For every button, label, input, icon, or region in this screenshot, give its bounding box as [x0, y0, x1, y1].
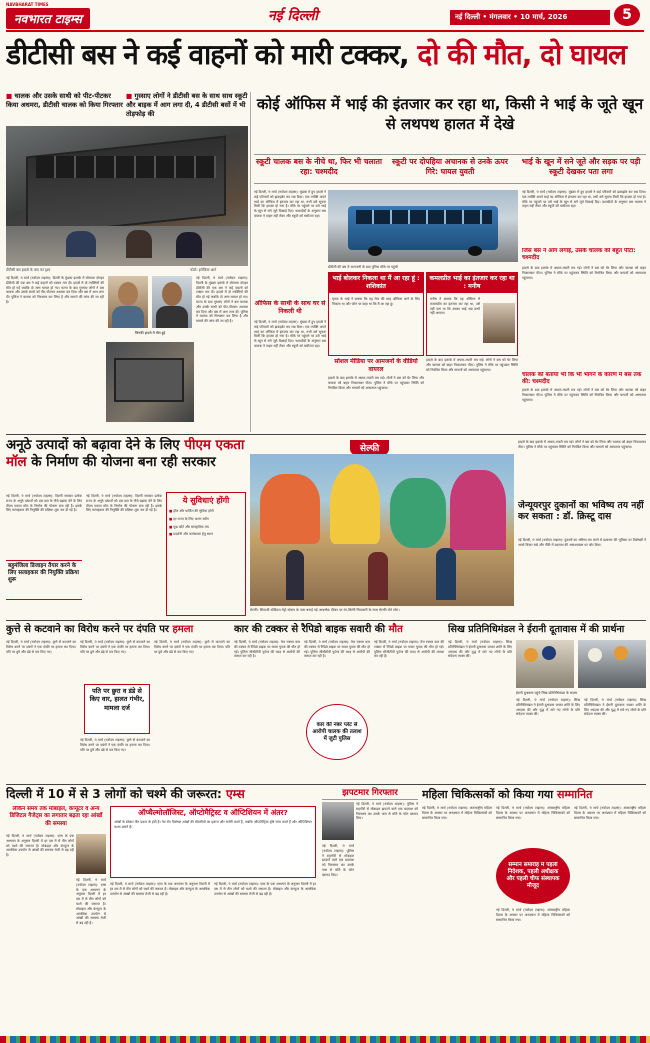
- arrest-photo: [322, 802, 354, 840]
- mall-body-col-1: नई दिल्ली, 9 मार्च (नवोदय टाइम्स): दिल्ली सरकार प्रत्येक राज्य के अनूठे उत्पादों को एक छत के नीचे बढ़ावा देने के लिए पीएम एकता मॉल के निर्माण की योजना बना रही है। इसके लिए सलाहकार की नियुक्ति की प्रक्रिया शुरू कर दी गई है।: [6, 494, 82, 513]
- brother-social-sub: सोशल मीडिया पर आमजनों के वीडियो वायरल: [334, 358, 418, 373]
- brother-body-col-4c: हादसे के बाद इलाके में अफरा-तफरी मच गई। लोगों ने बस को घेर लिया और चालक को बाहर निकालकर पीटा। पुलिस ने मौके पर पहुंचकर स्थिति को नियंत्रित किया और घायलों को अस्पताल पहुंचाया।: [522, 388, 646, 402]
- women-body-2: नई दिल्ली, 9 मार्च (नवोदय टाइम्स): अंतरराष्ट्रीय महिला दिवस के अवसर पर अस्पताल में महिला चिकित्सकों को सम्मानित किया गया।: [496, 806, 570, 820]
- eye-headline-red: एम्स: [226, 787, 245, 801]
- eye-box-body: आंखों के डॉक्टर तीन प्रकार के होते हैं। नेत्र रोग विशेषज्ञ आंखों की बीमारियों का इलाज और सर्जरी करते हैं, जबकि ऑप्टोमैट्रिस्ट दृष्टि जांच करते हैं और ऑप्टिशियन चश्मा बनाते हैं।: [114, 820, 312, 829]
- bus-photo-credit: फोटो: इमेजिस्ट आर्ट: [190, 268, 217, 272]
- women-headline: [422, 787, 646, 803]
- car-headline-red: मौत: [388, 624, 403, 635]
- dog-headline-black: कुत्ते से कटवाने का विरोध करने पर दंपति पर: [6, 624, 170, 635]
- quote-box-2: [426, 272, 518, 356]
- selfie-tag: सेल्फी: [350, 440, 389, 455]
- dog-box-text: पति पर छुरा व डंडे से किए वार, हालत गंभीर, मामला दर्ज: [89, 687, 145, 712]
- manish-portrait: [483, 303, 515, 343]
- quote-2-head: कमलप्रीत भाई का इंतजार कर रहा था : मनीष: [427, 273, 517, 293]
- lead-pointer-1: [6, 92, 124, 110]
- car-headline: [234, 623, 444, 637]
- mall-sub-box: [6, 560, 82, 600]
- page-number: 5: [614, 4, 640, 26]
- masthead-small: NAVBHARAT TIMES: [6, 2, 49, 7]
- dog-headline: [6, 623, 230, 637]
- arson-photo: [106, 342, 194, 422]
- eye-body-4: नई दिल्ली, 9 मार्च (नवोदय टाइम्स): एम्स के एक अध्ययन के अनुसार दिल्ली में हर दस में से तीन लोगों को चश्मे की जरूरत है। मोबाइल और कंप्यूटर के अत्यधिक उपयोग से आंखों की समस्या तेजी से बढ़ रही है।: [214, 882, 316, 896]
- sikh-body-2: नई दिल्ली, 9 मार्च (नवोदय टाइम्स): सिख प्रतिनिधिमंडल ने ईरानी दूतावास जाकर शांति के लिए अरदास की और युद्ध में मारे गए लोगों के प्रति संवेदना व्यक्त की।: [516, 698, 580, 717]
- dog-body-1: नई दिल्ली, 9 मार्च (नवोदय टाइम्स): कुत्ते से कटवाने का विरोध करने पर दबंगों ने एक दंपति पर हमला कर दिया। पति पर छुरे और डंडे से वार किए गए।: [6, 640, 76, 654]
- eye-body-1: नई दिल्ली, 9 मार्च (नवोदय टाइम्स): एम्स के एक अध्ययन के अनुसार दिल्ली में हर दस में से तीन लोगों को चश्मे की जरूरत है। मोबाइल और कंप्यूटर के अत्यधिक उपयोग से आंखों की समस्या तेजी से बढ़ रही है।: [6, 834, 74, 858]
- masthead-rule: [6, 30, 644, 32]
- dog-body-2: नई दिल्ली, 9 मार्च (नवोदय टाइम्स): कुत्ते से कटवाने का विरोध करने पर दबंगों ने एक दंपति पर हमला कर दिया। पति पर छुरे और डंडे से वार किए गए।: [80, 640, 150, 654]
- facility-item: ■ हर राज्य के लिए अलग स्टॉल: [169, 517, 243, 522]
- brother-body-col-1: नई दिल्ली, 9 मार्च (नवोदय टाइम्स): मुंडका में हुए हादसे ने कई परिवारों को झकझोर कर रख दिया। एक व्यक्ति अपने भाई का ऑफिस में इंतजार कर रहा था, तभी उसे सूचना मिली कि हादसा हो गया है। मौके पर पहुंचने पर उसे भाई के खून से सने जूते दिखाई दिए। चश्मदीदों के अनुसार बस चालक ने वाहन नहीं रोका और स्कूटी को घसीटता रहा।: [254, 190, 326, 218]
- car-headline-black: कार की टक्कर से रैपिडो बाइक सवारी की: [234, 624, 386, 635]
- car-body-2: नई दिल्ली, 9 मार्च (नवोदय टाइम्स): तेज रफ्तार कार की टक्कर से रैपिडो बाइक पर सवार युवक की मौत हो गई। पुलिस सीसीटीवी फुटेज की मदद से आरोपी की तलाश कर रही है।: [304, 640, 370, 659]
- eye-subhead: लेकिन समय तक मोबाइल, कंप्यूटर व अन्य डिजिटल गैजेट्स का लगातार बढ़ता रहा आंखों की समस्या: [9, 806, 103, 827]
- car-box-text: कार की नंबर प्लेट से आरोपी चालक की तलाश में जुटी पुलिस: [312, 721, 362, 742]
- sikh-body-1: नई दिल्ली, 9 मार्च (नवोदय टाइम्स): सिख प्रतिनिधिमंडल ने ईरानी दूतावास जाकर शांति के लिए अरदास की और युद्ध में मारे गए लोगों के प्रति संवेदना व्यक्त की।: [448, 640, 512, 659]
- dog-headline-red: हमला: [172, 624, 194, 635]
- bus-photo-caption: डीटीसी बस हादसे के बाद का दृश्य: [6, 268, 51, 272]
- selfie-caption: सेल्फी: शिवाजी स्टेडियम मेट्रो स्टेशन के पास बनाई गई आकर्षक दीवार पर रंग-बिरंगी चित्रकारी के साथ सेल्फी लेते लोग।: [250, 608, 400, 612]
- eye-box: [110, 806, 316, 878]
- mall-sub-text: बहुमंजिला डिजाइन तैयार करने के लिए सलाहकार की नियुक्ति प्रक्रिया शुरू: [8, 563, 79, 584]
- victim-portrait-1: [108, 276, 148, 328]
- brother-body-col-1b: नई दिल्ली, 9 मार्च (नवोदय टाइम्स): मुंडका में हुए हादसे ने कई परिवारों को झकझोर कर रख दिया। एक व्यक्ति अपने भाई का ऑफिस में इंतजार कर रहा था, तभी उसे सूचना मिली कि हादसा हो गया है। मौके पर पहुंचने पर उसे भाई के खून से सने जूते दिखाई दिए। चश्मदीदों के अनुसार बस चालक ने वाहन नहीं रोका और स्कूटी को घसीटता रहा।: [254, 320, 326, 348]
- eye-headline: [6, 787, 318, 803]
- brother-rash-sub: जिस बस ने आग लगाई, उसके चालक को बहुत पीटा: चश्मदीद: [522, 248, 636, 262]
- arrest-body-1: नई दिल्ली, 9 मार्च (नवोदय टाइम्स): पुलिस ने राहगीरों से मोबाइल झपटने वाले एक बदमाश को गिरफ्तार कर उसके पास से चोरी के फोन बरामद किए।: [356, 802, 418, 821]
- dog-body-4: नई दिल्ली, 9 मार्च (नवोदय टाइम्स): कुत्ते से कटवाने का विरोध करने पर दबंगों ने एक दंपति पर हमला कर दिया। पति पर छुरे और डंडे से वार किए गए।: [154, 640, 230, 654]
- mall-headline-tail: के निर्माण की योजना बना रही सरकार: [31, 455, 216, 470]
- women-headline-red: सम्मानित: [557, 788, 593, 801]
- lead-pointer-2: [126, 92, 248, 118]
- mall-headline: [6, 437, 246, 487]
- women-headline-black: महिला चिकित्सकों को किया गया: [422, 788, 554, 801]
- doctor-portrait: [76, 834, 106, 874]
- brother-body-col-4: नई दिल्ली, 9 मार्च (नवोदय टाइम्स): मुंडका में हुए हादसे ने कई परिवारों को झकझोर कर रख दिया। एक व्यक्ति अपने भाई का ऑफिस में इंतजार कर रहा था, तभी उसे सूचना मिली कि हादसा हो गया है। मौके पर पहुंचने पर उसे भाई के खून से सने जूते दिखाई दिए। चश्मदीदों के अनुसार बस चालक ने वाहन नहीं रोका और स्कूटी को घसीटता रहा।: [522, 190, 646, 209]
- victim-portrait-2: [152, 276, 192, 328]
- brother-sub-3: भाई के खून में सने जूते और सड़क पर पड़ी स्कूटी देखकर पता लगा: [521, 157, 641, 176]
- brand-logo: नवभारत टाइम्स: [6, 8, 90, 29]
- portrait-caption: जिनकी हादसे में मौत हुई: [134, 331, 166, 335]
- pointer-text: ■ चालक और उसके साथी को पीट-पीटकर किया अधमरा, डीटीसी चालक को किया गिरफ्तार: [6, 92, 123, 109]
- sikh-body-3: नई दिल्ली, 9 मार्च (नवोदय टाइम्स): सिख प्रतिनिधिमंडल ने ईरानी दूतावास जाकर शांति के लिए अरदास की और युद्ध में मारे गए लोगों के प्रति संवेदना व्यक्त की।: [584, 698, 646, 717]
- car-box: [306, 704, 368, 760]
- arrest-headline: झपटमार गिरफ्तार: [322, 787, 418, 800]
- dtc-bus-photo: [328, 190, 518, 262]
- brother-call-sub: चालक को बताया भी कि भी भागने के कारण में बस तक की: चश्मदीद: [522, 372, 642, 386]
- lead-body-col-1: नई दिल्ली, 9 मार्च (नवोदय टाइम्स): दिल्ली के मुंडका इलाके में सोमवार दोपहर डीटीसी की एक बस ने कई वाहनों को टक्कर मार दी। हादसे में दो व्यक्तियों की मौत हो गई जबकि दो अन्य घायल हो गए। घटना के बाद गुस्साए लोगों ने बस चालक और उसके साथी को पीट-पीटकर अधमरा कर दिया और बस में आग लगा दी। पुलिस ने चालक को गिरफ्तार कर लिया है और मामले की जांच की जा रही है।: [6, 276, 104, 304]
- brother-sub-1: स्कूटी चालक बस के नीचे था, फिर भी चलाता रहा: चश्मदीद: [256, 157, 382, 176]
- eye-body-3: नई दिल्ली, 9 मार्च (नवोदय टाइम्स): एम्स के एक अध्ययन के अनुसार दिल्ली में हर दस में से तीन लोगों को चश्मे की जरूरत है। मोबाइल और कंप्यूटर के अत्यधिक उपयोग से आंखों की समस्या तेजी से बढ़ रही है।: [110, 882, 210, 896]
- lead-headline-black: डीटीसी बस ने कई वाहनों को मारी टक्कर,: [6, 38, 409, 71]
- facilities-box: [166, 492, 246, 616]
- women-box-text: सम्मान समारोह में पहली निदेशक, पहली अधीक्षक और पहली चीफ संस्थापक मौजूद: [506, 862, 560, 889]
- selfie-photo: [250, 454, 514, 606]
- brother-office-sub: ऑफिस के साथी के साथ घर से निकली थी: [254, 300, 326, 315]
- facility-item: ■ हॉल और पार्किंग की सुविधा होगी: [169, 509, 243, 514]
- column-right-headline: जेन्यूयरपुर दुकानों का भविष्य तय नहीं कर सकता : डॉ. क्रिस्टू दास: [518, 500, 644, 523]
- car-body-1: नई दिल्ली, 9 मार्च (नवोदय टाइम्स): तेज रफ्तार कार की टक्कर से रैपिडो बाइक पर सवार युवक की मौत हो गई। पुलिस सीसीटीवी फुटेज की मदद से आरोपी की तलाश कर रही है।: [234, 640, 300, 659]
- dog-body-3: नई दिल्ली, 9 मार्च (नवोदय टाइम्स): कुत्ते से कटवाने का विरोध करने पर दबंगों ने एक दंपति पर हमला कर दिया। पति पर छुरे और डंडे से वार किए गए।: [80, 738, 150, 752]
- eye-body-2: नई दिल्ली, 9 मार्च (नवोदय टाइम्स): एम्स के एक अध्ययन के अनुसार दिल्ली में हर दस में से तीन लोगों को चश्मे की जरूरत है। मोबाइल और कंप्यूटर के अत्यधिक उपयोग से आंखों की समस्या तेजी से बढ़ रही है।: [76, 878, 106, 926]
- mall-right-col: हादसे के बाद इलाके में अफरा-तफरी मच गई। लोगों ने बस को घेर लिया और चालक को बाहर निकालकर पीटा। पुलिस ने मौके पर पहुंचकर स्थिति को नियंत्रित किया और घायलों को अस्पताल पहुंचाया।: [518, 440, 646, 449]
- quote-1-head: भाई बोलकर निकला था मैं आ रहा हूं : शशिकांत: [329, 273, 423, 293]
- bottom-border: [0, 1036, 650, 1043]
- dtc-bus-caption: डीटीसी की बस में आगजनी के बाद पुलिस मौके पर पहुंची: [328, 265, 398, 269]
- facility-item: ■ प्रदर्शनी और कार्यशाला हेतु स्थान: [169, 532, 243, 537]
- brother-body-col-2: हादसे के बाद इलाके में अफरा-तफरी मच गई। लोगों ने बस को घेर लिया और चालक को बाहर निकालकर पीटा। पुलिस ने मौके पर पहुंचकर स्थिति को नियंत्रित किया और घायलों को अस्पताल पहुंचाया।: [328, 376, 424, 390]
- eye-box-head: ऑप्थैल्मोलॉजिस्ट, ऑप्टोमैट्रिस्ट व ऑप्टिशियन में अंतर?: [138, 808, 288, 817]
- lead-headline-red: दो की मौत, दो घायल: [417, 38, 626, 71]
- pointer-text: ■ गुस्साए लोगों ने डीटीसी बस के साथ साथ स्कूटी और बाइक में आग लगा दी, 4 डीटीसी बसों में भी तोड़फोड़ की: [126, 92, 247, 118]
- masthead: [0, 0, 650, 30]
- quote-box-1: [328, 272, 424, 356]
- lead-body-col-2: नई दिल्ली, 9 मार्च (नवोदय टाइम्स): दिल्ली के मुंडका इलाके में सोमवार दोपहर डीटीसी की एक बस ने कई वाहनों को टक्कर मार दी। हादसे में दो व्यक्तियों की मौत हो गई जबकि दो अन्य घायल हो गए। घटना के बाद गुस्साए लोगों ने बस चालक और उसके साथी को पीट-पीटकर अधमरा कर दिया और बस में आग लगा दी। पुलिस ने चालक को गिरफ्तार कर लिया है और मामले की जांच की जा रही है।: [196, 276, 248, 324]
- bus-fire-photo: [6, 126, 248, 266]
- lead-headline: [6, 33, 646, 83]
- car-body-3: नई दिल्ली, 9 मार्च (नवोदय टाइम्स): तेज रफ्तार कार की टक्कर से रैपिडो बाइक पर सवार युवक की मौत हो गई। पुलिस सीसीटीवी फुटेज की मदद से आरोपी की तलाश कर रही है।: [374, 640, 444, 659]
- facility-item: ■ फूड कोर्ट और सांस्कृतिक मंच: [169, 525, 243, 530]
- sikh-caption: ईरानी दूतावास पहुंचे सिख प्रतिनिधिमंडल के सदस्य: [516, 691, 578, 695]
- women-box: [496, 848, 570, 904]
- facilities-title: ये सुविधाएं होंगी: [182, 496, 230, 505]
- dog-box: [84, 684, 150, 734]
- city-label: नई दिल्ली: [268, 8, 319, 24]
- column-right-body: नई दिल्ली, 9 मार्च (नवोदय टाइम्स): दुकानों का भविष्य तय करने में प्रशासन की भूमिका पर विशेषज्ञों ने अपने विचार रखे और नीति में बदलाव की आवश्यकता पर जोर दिया।: [518, 538, 646, 547]
- brother-body-col-3: हादसे के बाद इलाके में अफरा-तफरी मच गई। लोगों ने बस को घेर लिया और चालक को बाहर निकालकर पीटा। पुलिस ने मौके पर पहुंचकर स्थिति को नियंत्रित किया और घायलों को अस्पताल पहुंचाया।: [426, 358, 518, 372]
- sikh-photo-1: [516, 640, 574, 688]
- quote-2-body: मनीष ने बताया कि वह ऑफिस में कमलप्रीत का इंतजार कर रहा था, उसे नहीं पता था कि उसका भाई अब कभी नहीं आएगा।: [430, 297, 480, 316]
- brother-body-col-4b: हादसे के बाद इलाके में अफरा-तफरी मच गई। लोगों ने बस को घेर लिया और चालक को बाहर निकालकर पीटा। पुलिस ने मौके पर पहुंचकर स्थिति को नियंत्रित किया और घायलों को अस्पताल पहुंचाया।: [522, 266, 646, 280]
- mall-headline-red: पीएम एकता मॉल: [6, 438, 245, 470]
- brother-headline: कोई ऑफिस में भाई की इंतजार कर रहा था, किसी ने भाई के जूते खून से लथपथ हालत में देखे: [256, 95, 644, 133]
- sikh-headline: सिख प्रतिनिधिमंडल ने ईरानी दूतावास में की प्रार्थना: [448, 624, 625, 635]
- arrest-body-2: नई दिल्ली, 9 मार्च (नवोदय टाइम्स): पुलिस ने राहगीरों से मोबाइल झपटने वाले एक बदमाश को गिरफ्तार कर उसके पास से चोरी के फोन बरामद किए।: [322, 844, 354, 877]
- brother-subheads: [254, 154, 646, 184]
- women-body-1: नई दिल्ली, 9 मार्च (नवोदय टाइम्स): अंतरराष्ट्रीय महिला दिवस के अवसर पर अस्पताल में महिला चिकित्सकों को सम्मानित किया गया।: [422, 806, 492, 820]
- sikh-photo-2: [578, 640, 646, 688]
- dateline: नई दिल्ली • मंगलवार • 10 मार्च, 2026: [450, 10, 610, 25]
- women-body-4: नई दिल्ली, 9 मार्च (नवोदय टाइम्स): अंतरराष्ट्रीय महिला दिवस के अवसर पर अस्पताल में महिला चिकित्सकों को सम्मानित किया गया।: [574, 806, 646, 820]
- portrait-row: [108, 276, 192, 336]
- mall-headline-black: अनूठे उत्पादों को बढ़ावा देने के लिए: [6, 438, 180, 453]
- mall-body-col-2: नई दिल्ली, 9 मार्च (नवोदय टाइम्स): दिल्ली सरकार प्रत्येक राज्य के अनूठे उत्पादों को एक छत के नीचे बढ़ावा देने के लिए पीएम एकता मॉल के निर्माण की योजना बना रही है। इसके लिए सलाहकार की नियुक्ति की प्रक्रिया शुरू कर दी गई है।: [86, 494, 162, 513]
- brother-sub-2: स्कूटी पर दोपहिया अचानक से उनके ऊपर गिरे: घायल युवती: [392, 157, 508, 176]
- quote-1-body: मृतक के भाई ने बताया कि वह रोज की तरह ऑफिस जाने के लिए निकला था और फोन पर कहा था कि मैं आ रहा हूं।: [332, 297, 420, 306]
- women-body-3: नई दिल्ली, 9 मार्च (नवोदय टाइम्स): अंतरराष्ट्रीय महिला दिवस के अवसर पर अस्पताल में महिला चिकित्सकों को सम्मानित किया गया।: [496, 908, 570, 922]
- eye-headline-black: दिल्ली में 10 में से 3 लोगों को चश्मे की जरूरत:: [6, 787, 222, 801]
